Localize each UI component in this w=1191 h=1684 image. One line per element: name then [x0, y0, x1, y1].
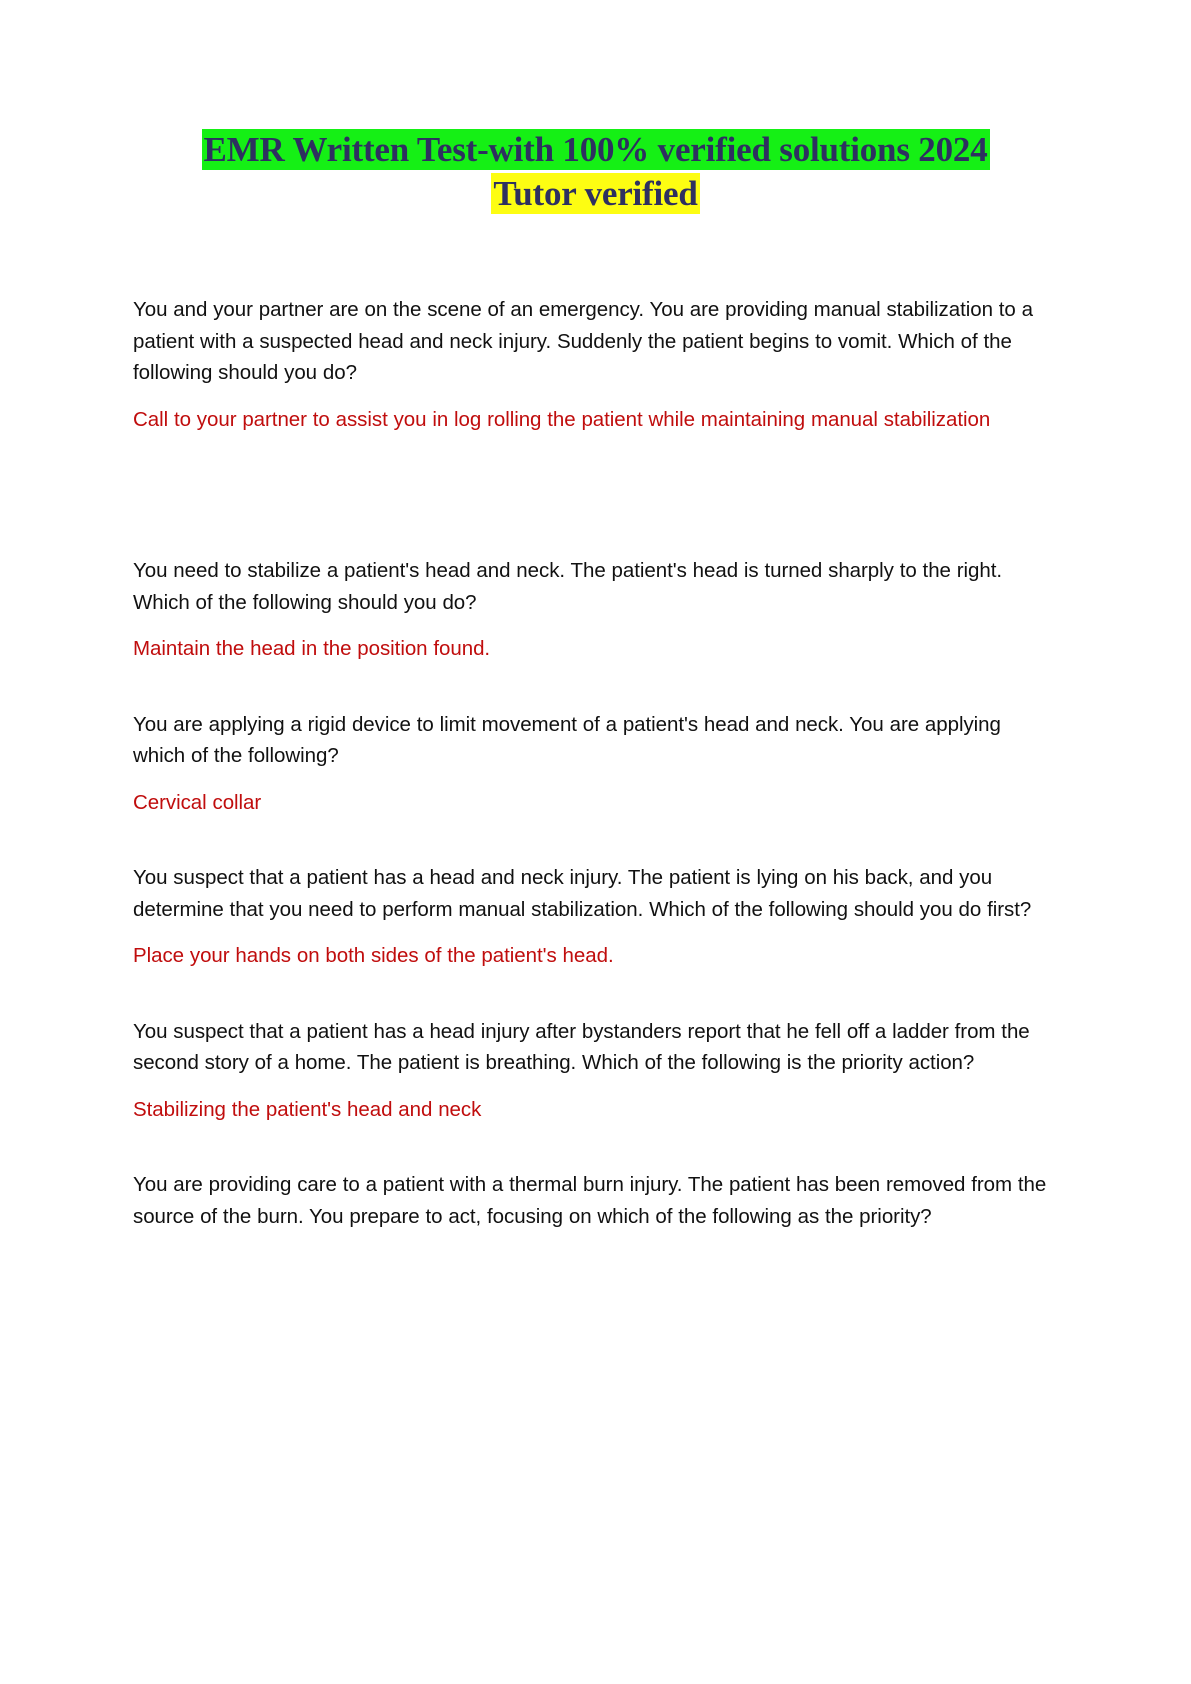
question-text: You are applying a rigid device to limit movement of a patient's head and neck. You are applying which of the following?	[133, 712, 1001, 767]
qa-spacer	[133, 618, 1058, 633]
qa-block	[133, 294, 1058, 435]
qa-block	[133, 1016, 1058, 1126]
qa-spacer	[133, 1079, 1058, 1094]
answer-text: Maintain the head in the position found.	[133, 637, 491, 660]
question-text: You are providing care to a patient with a thermal burn injury. The patient has been removed from the source of the burn. You prepare to act, focusing on which of the following as the priority?	[133, 1173, 1047, 1228]
question-text: You suspect that a patient has a head injury after bystanders report that he fell off a ladder from the second story of a home. The patient is breathing. Which of the following is the priority action?	[133, 1019, 1030, 1074]
answer-text: Place your hands on both sides of the patient's head.	[133, 944, 614, 967]
question-text: You need to stabilize a patient's head and neck. The patient's head is turned sharply to the right. Which of the following should you do?	[133, 559, 1003, 614]
block-spacer	[133, 435, 1058, 555]
qa-block	[133, 709, 1058, 819]
block-spacer	[133, 665, 1058, 709]
page-title-line-1	[133, 128, 1058, 172]
qa-block	[133, 555, 1058, 665]
qa-spacer	[133, 925, 1058, 940]
answer-text: Call to your partner to assist you in log rolling the patient while maintaining manual stabilization	[133, 407, 991, 431]
qa-block	[133, 862, 1058, 972]
title-body-spacer	[133, 216, 1058, 294]
page-title-line-1-text: EMR Written Test-with 100% verified solutions 2024	[203, 130, 988, 169]
block-spacer	[133, 818, 1058, 862]
block-spacer	[133, 972, 1058, 1016]
page-title	[133, 0, 1058, 216]
answer-text: Cervical collar	[133, 790, 262, 814]
page-title-line-2-text: Tutor verified	[493, 174, 698, 213]
question-text: You and your partner are on the scene of an emergency. You are providing manual stabilization to a patient with a suspected head and neck injury. Suddenly the patient begins to vomit. Which of the following should you do?	[133, 298, 1033, 384]
question-text: You suspect that a patient has a head and neck injury. The patient is lying on his back, and you determine that you need to perform manual stabilization. Which of the following should you do first?	[133, 866, 1032, 921]
document-content	[133, 0, 1058, 1232]
question-answer-list	[133, 294, 1058, 1232]
qa-block	[133, 1169, 1058, 1232]
answer-text: Stabilizing the patient's head and neck	[133, 1097, 482, 1121]
block-spacer	[133, 1125, 1058, 1169]
qa-spacer	[133, 772, 1058, 787]
page-title-line-2	[133, 172, 1058, 216]
qa-spacer	[133, 389, 1058, 404]
